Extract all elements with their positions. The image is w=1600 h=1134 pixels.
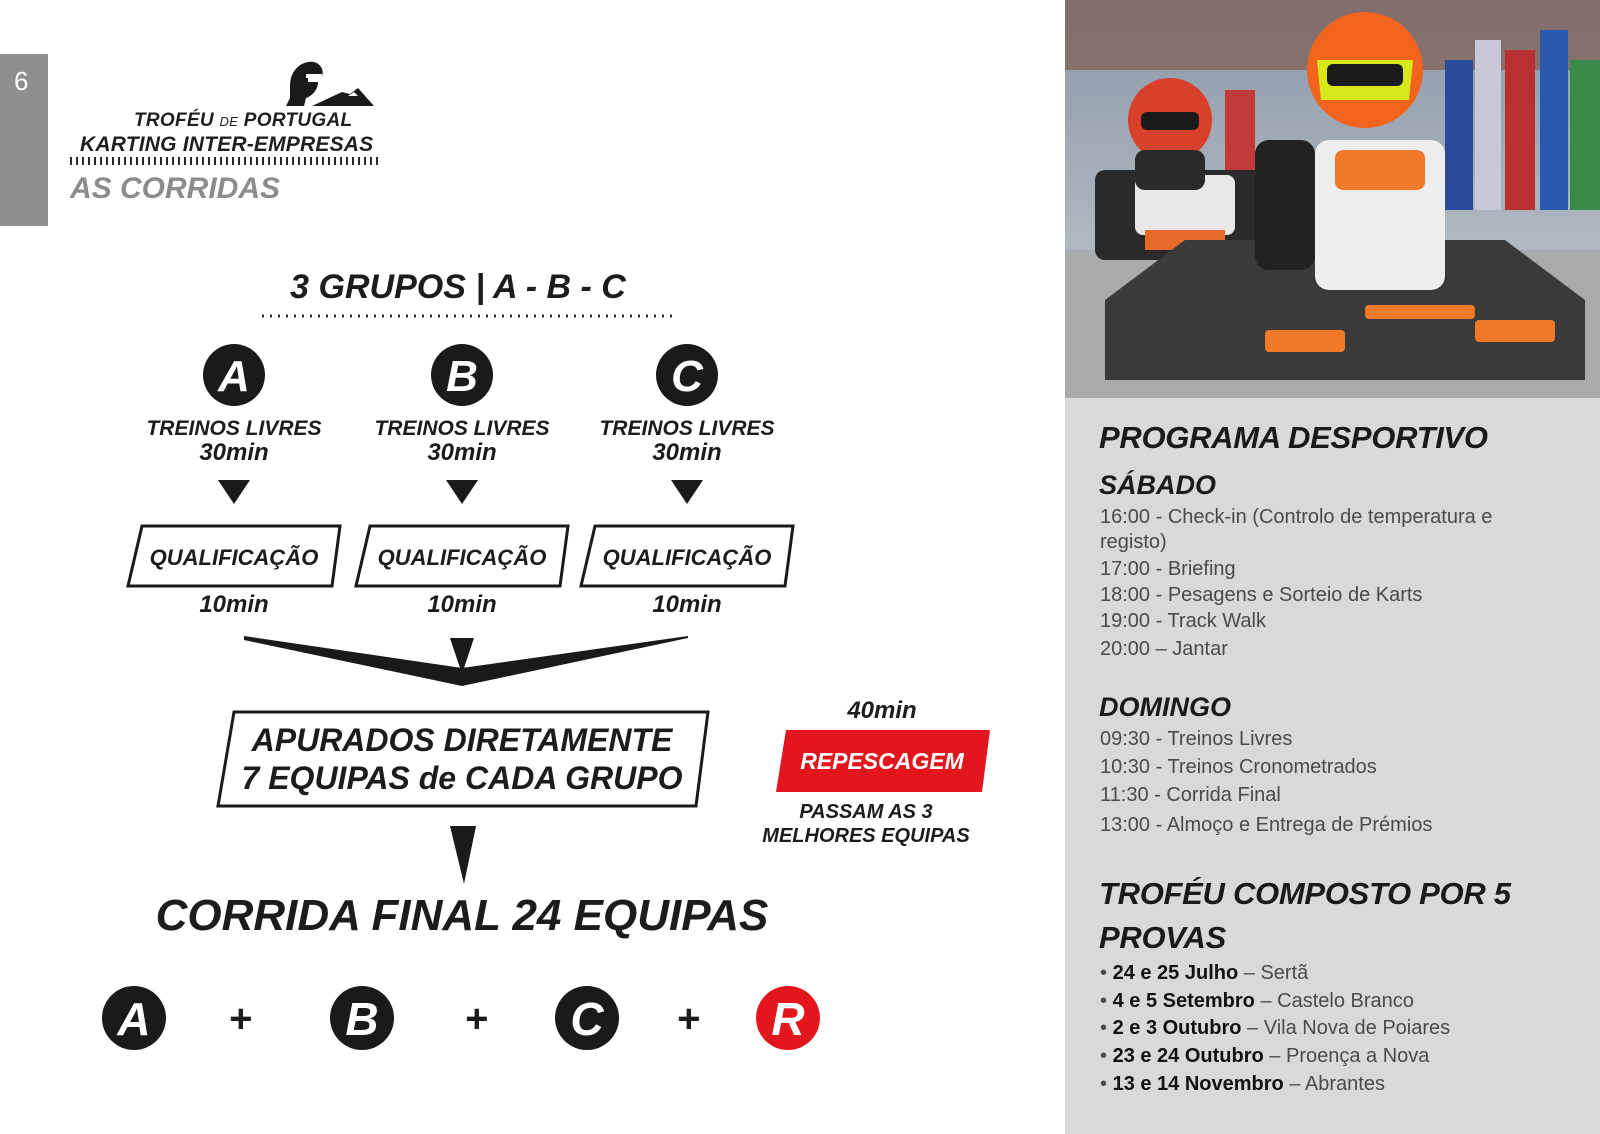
group-c-qualifying-time: 10min (652, 591, 722, 618)
group-b-qualifying-time: 10min (427, 591, 497, 618)
saturday-item: 19:00 - Track Walk (1100, 610, 1266, 632)
race-item: • 24 e 25 Julho – Sertã (1100, 962, 1309, 984)
race-item: • 23 e 24 Outubro – Proença a Nova (1100, 1045, 1430, 1067)
sunday-item: 11:30 - Corrida Final (1100, 784, 1281, 806)
saturday-item: 16:00 - Check-in (Controlo de temperatura e registo) (1100, 506, 1493, 553)
group-a-column (128, 344, 340, 618)
group-a-qualifying-time: 10min (199, 591, 269, 618)
group-a-practice-time: 30min (199, 439, 269, 466)
final-plus-1: + (228, 997, 252, 1041)
final-plus-2: + (464, 997, 488, 1041)
diagram-title: 3 GRUPOS | A - B - C (290, 268, 626, 306)
final-letter-b: B (345, 993, 379, 1045)
sunday-item: 09:30 - Treinos Livres (1100, 728, 1293, 750)
group-b-column (356, 344, 568, 618)
sunday-item: 13:00 - Almoço e Entrega de Prémios (1100, 814, 1433, 836)
logo-dotted-rule (70, 157, 378, 165)
trophy-title: TROFÉU COMPOSTO POR 5 PROVAS (1099, 876, 1511, 955)
group-b-qualifying: QUALIFICAÇÃO (377, 545, 547, 570)
sunday-title: DOMINGO (1099, 692, 1231, 722)
repechage-label: REPESCAGEM (800, 748, 964, 774)
karting-helmet-logo-icon (282, 58, 382, 110)
group-b-practice: TREINOS LIVRES (374, 417, 550, 440)
group-c-practice-time: 30min (652, 439, 722, 466)
program-title: PROGRAMA DESPORTIVO (1099, 420, 1488, 455)
race-item: • 4 e 5 Setembro – Castelo Branco (1100, 990, 1414, 1012)
group-a-arrow-down-icon (218, 480, 250, 504)
race-item: • 13 e 14 Novembro – Abrantes (1100, 1073, 1385, 1095)
race-item: • 2 e 3 Outubro – Vila Nova de Poiares (1100, 1017, 1451, 1039)
group-c-qualifying: QUALIFICAÇÃO (602, 545, 772, 570)
final-title: CORRIDA FINAL 24 EQUIPAS (155, 891, 769, 940)
saturday-item: 17:00 - Briefing (1100, 558, 1236, 580)
group-a-practice: TREINOS LIVRES (146, 417, 322, 440)
logo-title-line1: TROFÉU DE PORTUGAL (134, 110, 353, 131)
section-title: AS CORRIDAS (70, 172, 281, 205)
final-letter-c: C (570, 993, 604, 1045)
group-a-letter: A (218, 352, 250, 401)
qualified-line1: APURADOS DIRETAMENTE (251, 722, 673, 758)
group-c-practice: TREINOS LIVRES (599, 417, 775, 440)
page-number: 6 (14, 66, 29, 96)
group-c-arrow-down-icon (671, 480, 703, 504)
final-plus-3: + (676, 997, 700, 1041)
group-c-column (581, 344, 793, 618)
repechage-time: 40min (847, 697, 917, 724)
final-arrow-down-icon (450, 826, 476, 884)
saturday-item: 18:00 - Pesagens e Sorteio de Karts (1100, 584, 1423, 606)
saturday-item: 20:00 – Jantar (1100, 638, 1228, 660)
karting-photo (1065, 0, 1600, 398)
group-b-arrow-down-icon (446, 480, 478, 504)
repechage-note-line2: MELHORES EQUIPAS (762, 825, 970, 847)
group-b-practice-time: 30min (427, 439, 497, 466)
logo-title-line2: KARTING INTER-EMPRESAS (80, 133, 374, 156)
sunday-item: 10:30 - Treinos Cronometrados (1100, 756, 1377, 778)
final-letter-r: R (771, 993, 805, 1045)
group-a-qualifying: QUALIFICAÇÃO (149, 545, 319, 570)
group-b-letter: B (446, 352, 478, 401)
race-format-diagram (60, 240, 1020, 1070)
saturday-title: SÁBADO (1099, 470, 1217, 500)
qualified-line2: 7 EQUIPAS de CADA GRUPO (241, 760, 683, 796)
group-c-letter: C (671, 352, 703, 401)
repechage-note-line1: PASSAM AS 3 (799, 801, 933, 823)
final-letter-a: A (117, 993, 151, 1045)
